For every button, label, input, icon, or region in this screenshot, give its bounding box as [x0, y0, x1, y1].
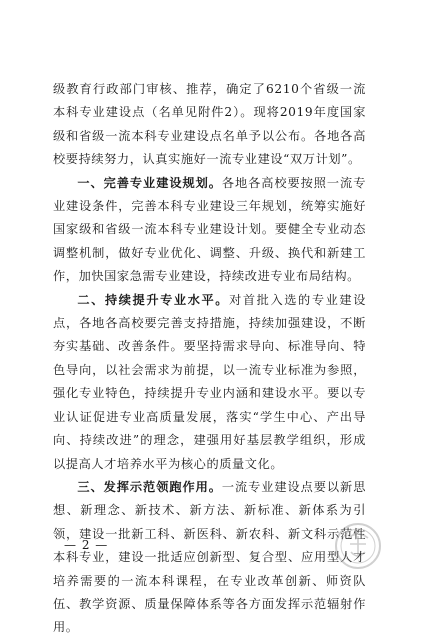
- paragraph-text: 级教育行政部门审核、推荐，确定了6210个省级一流本科专业建设点（名单见附件2）。现将2019年度国家级和省级一流本科专业建设点名单予以公布。各地各高校要持续努力，认真实施好一流专业建设“双万计划”。: [53, 82, 366, 167]
- section-heading: 一、完善专业建设规划。: [77, 175, 222, 190]
- paragraph-section-1: [53, 172, 366, 289]
- paragraph-text: 各地各高校要按照一流专业建设条件，完善本科专业建设三年规划，统筹实施好国家级和省级一流本科专业建设计划。要健全专业动态调整机制，做好专业优化、调整、升级、换代和新建工作，加快国家急需专业建设，持续改进专业布局结构。: [53, 175, 366, 284]
- paragraph-text: 一流专业建设点要以新思想、新理念、新技术、新方法、新标准、新体系为引领，建设一批新工科、新医科、新农科、新文科示范性本科专业，建设一批适应创新型、复合型、应用型人才培养需要的一流本科课程，在专业改革创新、师资队伍、教学资源、质量保障体系等各方面发挥示范辐射作用。: [53, 479, 366, 635]
- page-number: — 2 —: [64, 538, 109, 552]
- watermark-logo: [318, 520, 398, 582]
- section-heading: 二、持续提升专业水平。: [77, 292, 230, 307]
- paragraph-text: 对首批入选的专业建设点，各地各高校要完善支持措施，持续加强建设，不断夯实基础、改善条件。要坚持需求导向、标准导向、特色导向，以社会需求为前提，以一流专业标准为参照，强化专业特色，持续提升专业内涵和建设水平。要以专业认证促进专业高质量发展，落实“学生中心、产出导向、持续改进”的理念，建强用好基层教学组织，形成以提高人才培养水平为核心的质量文化。: [53, 292, 366, 471]
- section-heading: 三、发挥示范领跑作用。: [77, 479, 222, 494]
- paragraph-intro-tail: [53, 78, 366, 172]
- paragraph-section-2: [53, 289, 366, 476]
- seal-icon: [318, 520, 398, 574]
